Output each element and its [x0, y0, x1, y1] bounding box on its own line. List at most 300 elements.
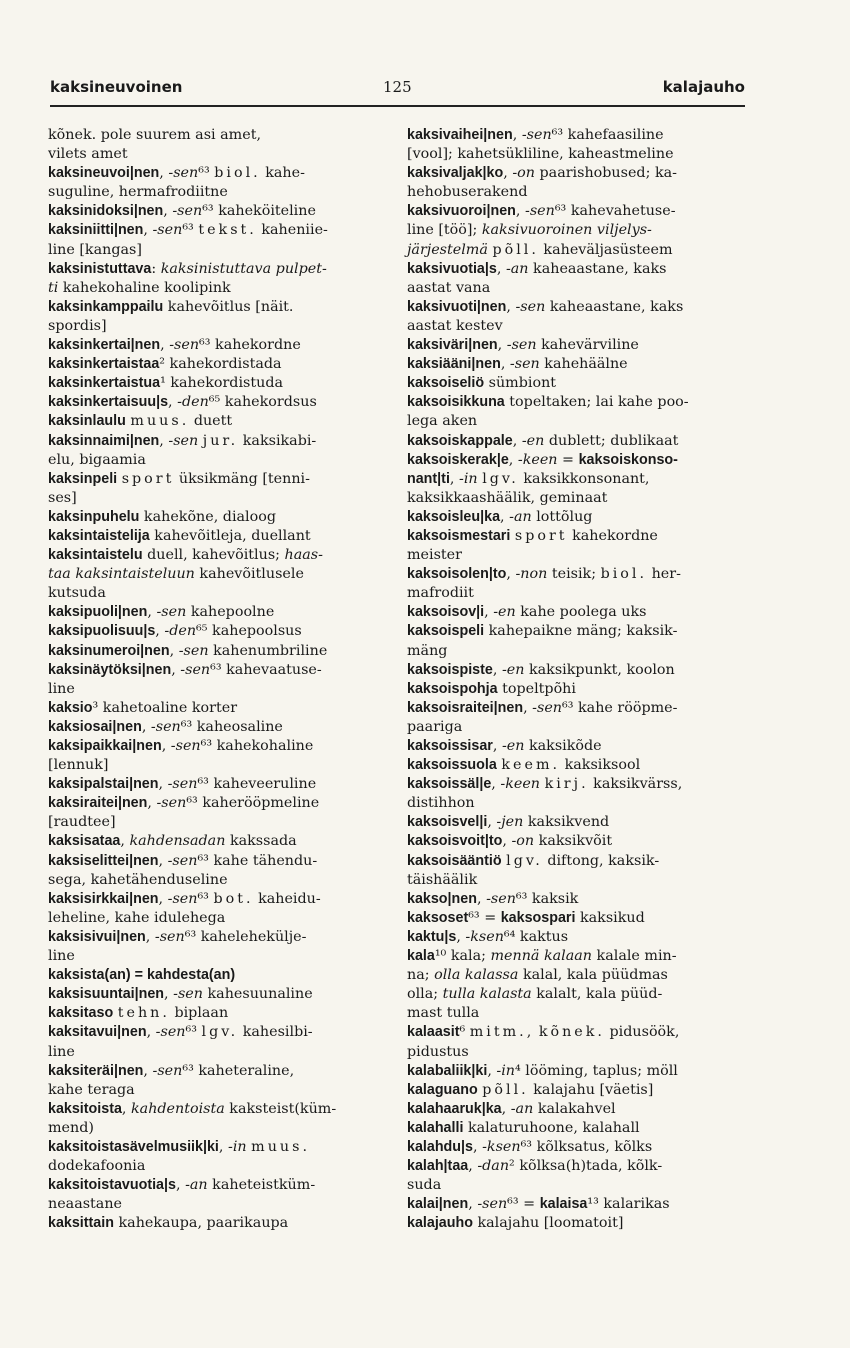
italic-text: -ksen: [482, 1138, 521, 1155]
italic-text: mennä kalaan: [490, 948, 593, 965]
definition-text: kahekõne, dialoog: [139, 508, 276, 525]
definition-text: ,: [169, 642, 179, 659]
dictionary-line: [48, 183, 383, 202]
dictionary-line: [407, 1062, 747, 1081]
definition-text: ¹ kahekordistuda: [160, 375, 283, 392]
dictionary-line: [48, 298, 383, 317]
dictionary-line: [407, 279, 747, 298]
definition-text: pidusöök,: [604, 1024, 680, 1041]
dictionary-line: [407, 489, 747, 508]
dictionary-line: [48, 813, 383, 832]
headword: kaksisuuntai|nen: [48, 986, 165, 1003]
dictionary-line: [407, 412, 747, 431]
definition-text: kahepoolne: [186, 604, 275, 621]
definition-text: dodekafoonia: [48, 1158, 146, 1175]
header-rule: [50, 105, 745, 107]
italic-text: -sen: [150, 718, 181, 735]
headword: kaksospari: [500, 909, 576, 926]
italic-text: -sen: [486, 890, 516, 907]
definition-text: aastat kestev: [407, 317, 503, 334]
dictionary-line: [407, 1195, 747, 1214]
dictionary-line: [407, 221, 747, 240]
definition-text: ,: [506, 566, 516, 583]
definition-text: dublett; dublikaat: [544, 432, 679, 449]
headword: kaksinkertai|nen: [48, 337, 161, 354]
definition-text: topeltaken; lai kahe poo-: [504, 394, 689, 411]
dictionary-line: [48, 451, 383, 470]
headword: kalah|taa: [407, 1158, 469, 1175]
dictionary-line: [407, 680, 747, 699]
headword: kaksoisleu|ka: [407, 508, 501, 525]
definition-text: kaheidu-: [253, 890, 321, 907]
headword: kaksisirkkai|nen: [48, 890, 159, 907]
headword: kalabaliik|ki: [407, 1062, 488, 1079]
definition-text: sega, kahetähenduseline: [48, 871, 228, 888]
italic-text: -sen: [152, 1062, 183, 1079]
headword: kalaasit: [407, 1024, 460, 1041]
dictionary-line: [48, 279, 383, 298]
definition-text: line: [48, 1043, 75, 1060]
definition-text: kalale min-: [592, 948, 677, 965]
italic-text: kahdentoista: [131, 1100, 225, 1117]
dictionary-line: [407, 642, 747, 661]
dictionary-line: [48, 1119, 383, 1138]
headword: kaksoispiste: [407, 661, 493, 678]
headword: kaksoiskonso-: [578, 451, 678, 468]
dictionary-line: [48, 1176, 383, 1195]
headword: kaksinkertaisuu|s: [48, 394, 169, 411]
dictionary-line: [48, 737, 383, 756]
italic-text: -in: [496, 1062, 516, 1079]
definition-text: ,: [120, 833, 130, 850]
headword: kaksisataa: [48, 833, 121, 850]
headword: kaksoisov|i: [407, 604, 485, 621]
definition-text: kalal, kala püüdmas: [518, 967, 668, 984]
dictionary-line: [407, 584, 747, 603]
italic-text: -sen: [477, 1196, 508, 1213]
headword: kaksisivui|nen: [48, 928, 146, 945]
dictionary-line: [407, 241, 747, 260]
definition-text: biplaan: [169, 1005, 229, 1022]
definition-text: ses]: [48, 489, 77, 506]
headword: kaksinidoksi|nen: [48, 203, 164, 220]
dictionary-line: [48, 775, 383, 794]
definition-text: ,: [508, 451, 518, 468]
dictionary-line: [48, 871, 383, 890]
headword: kaksiselittei|nen: [48, 852, 159, 869]
headword: kaksinkertaistua: [48, 375, 161, 392]
italic-text: -sen: [167, 776, 198, 793]
definition-text: ⁶³ kaheosaline: [180, 718, 283, 735]
headword: kalahdu|s: [407, 1138, 473, 1155]
label-abbrev: sport: [121, 470, 175, 487]
label-abbrev: jur.: [202, 432, 239, 449]
italic-text: -sen: [169, 337, 200, 354]
definition-text: ⁶: [459, 1024, 470, 1041]
headword: kaksinlaulu: [48, 413, 126, 430]
definition-text: ,: [168, 394, 178, 411]
dictionary-line: [407, 1214, 747, 1233]
headword: kaksinistuttava: [48, 260, 152, 277]
italic-text: kaksinistuttava pulpet-: [160, 260, 327, 277]
italic-text: -an: [505, 260, 529, 277]
headword: kaksivaljak|ko: [407, 165, 504, 182]
definition-text: ,: [175, 1177, 186, 1194]
running-head-right: kalajauho: [662, 78, 745, 96]
definition-text: :: [151, 260, 161, 277]
dictionary-line: [48, 1023, 383, 1042]
definition-text: kaheaastane, kaks: [545, 298, 684, 315]
definition-text: suda: [407, 1177, 442, 1194]
definition-text: line [kangas]: [48, 241, 142, 258]
dictionary-line: [407, 393, 747, 412]
definition-text: ,: [512, 432, 522, 449]
dictionary-line: [407, 1157, 747, 1176]
dictionary-line: [48, 603, 383, 622]
italic-text: -an: [510, 1100, 534, 1117]
dictionary-line: [48, 126, 383, 145]
definition-text: ,: [158, 890, 168, 907]
definition-text: ,: [476, 890, 487, 907]
definition-text: kalaturuhoone, kalahall: [463, 1119, 640, 1136]
headword: kaksinnaimi|nen: [48, 432, 160, 449]
italic-text: -sen: [521, 127, 552, 143]
headword: kaksoisraitei|nen: [407, 699, 524, 716]
definition-text: line: [48, 948, 75, 965]
italic-text: -on: [511, 833, 535, 850]
definition-text: duett: [189, 413, 233, 430]
dictionary-line: [48, 680, 383, 699]
headword: kalaguano: [407, 1081, 478, 1098]
label-abbrev: tehn.: [117, 1005, 170, 1022]
definition-text: ² kõlksa(h)tada, kõlk-: [509, 1158, 663, 1175]
definition-text: ⁶³: [197, 890, 214, 907]
definition-text: kaheniie-: [256, 222, 328, 239]
dictionary-line: [48, 546, 383, 565]
definition-text: ³ kahetoaline korter: [92, 699, 238, 716]
headword: kaksintaistelu: [48, 547, 143, 564]
dictionary-line: [407, 832, 747, 851]
dictionary-line: [48, 1138, 383, 1157]
definition-text: hehobuserakend: [407, 184, 528, 201]
headword: kaksivuotia|s: [407, 260, 497, 277]
dictionary-line: [48, 221, 383, 240]
headword: kaksoiskappale: [407, 432, 513, 449]
page-number: 125: [383, 78, 412, 96]
dictionary-line: [407, 164, 747, 183]
headword: kaksoisääntiö: [407, 852, 502, 869]
dictionary-line: [407, 374, 747, 393]
definition-text: ,: [497, 337, 507, 354]
headword: kaksinpuhelu: [48, 508, 140, 525]
dictionary-line: [48, 661, 383, 680]
italic-text: -keen: [517, 451, 558, 468]
dictionary-line: [407, 508, 747, 527]
dictionary-line: [407, 565, 747, 584]
label-abbrev: tekst.: [198, 222, 257, 239]
definition-text: lottõlug: [531, 508, 593, 525]
headword: kaksoispeli: [407, 623, 485, 640]
dictionary-line: [48, 1004, 383, 1023]
dictionary-line: [48, 1100, 383, 1119]
definition-text: ⁶³ kaksik: [515, 890, 579, 907]
dictionary-line: [407, 966, 747, 985]
definition-text: ,: [492, 661, 502, 678]
headword: kaksiväri|nen: [407, 337, 498, 354]
dictionary-line: [407, 355, 747, 374]
definition-text: kalajahu [väetis]: [528, 1081, 654, 1098]
definition-text: neaastane: [48, 1196, 122, 1213]
headword: nant|ti: [407, 470, 450, 487]
italic-text: -en: [501, 738, 525, 754]
definition-text: ,: [501, 1100, 511, 1117]
definition-text: ,: [218, 1138, 228, 1155]
dictionary-line: [407, 661, 747, 680]
headword: kaksoissuola: [407, 757, 497, 774]
label-abbrev: muus.: [130, 413, 190, 430]
definition-text: mafrodiit: [407, 585, 474, 602]
dictionary-line: [48, 145, 383, 164]
dictionary-line: [48, 966, 383, 985]
italic-text: -sen: [180, 661, 211, 678]
definition-text: kahehäälne: [539, 356, 628, 373]
label-abbrev: lgv.: [506, 852, 543, 869]
definition-text: ,: [487, 814, 497, 831]
headword: kalahaaruk|ka: [407, 1100, 502, 1117]
dictionary-line: [407, 622, 747, 641]
dictionary-line: [48, 909, 383, 928]
definition-text: leheline, kahe idulehega: [48, 909, 226, 926]
dictionary-line: [407, 890, 747, 909]
definition-text: ⁶³ kaheleheküljе-: [184, 928, 307, 945]
definition-text: ⁶⁵ kahekordsus: [208, 394, 317, 411]
definition-text: topeltpõhi: [497, 680, 576, 697]
definition-text: vilets amet: [48, 146, 128, 163]
definition-text: ,: [159, 432, 169, 449]
definition-text: duell, kahevõitlus;: [142, 547, 285, 564]
definition-text: kaheväljasüsteem: [538, 241, 673, 258]
headword: kaksio: [48, 699, 93, 716]
definition-text: täishäälik: [407, 871, 478, 888]
dictionary-line: [48, 699, 383, 718]
italic-text: -en: [521, 432, 545, 449]
dictionary-line: [48, 642, 383, 661]
label-abbrev: kõnek.: [538, 1024, 605, 1041]
definition-text: kaksikkaashäälik, geminaat: [407, 489, 608, 506]
dictionary-line: [48, 1214, 383, 1233]
dictionary-line: [48, 508, 383, 527]
definition-text: ,: [472, 1138, 483, 1155]
headword: kaksintaistelija: [48, 527, 150, 544]
label-abbrev: kirj.: [544, 776, 589, 793]
definition-text: meister: [407, 547, 462, 564]
definition-text: ,: [158, 852, 168, 869]
italic-text: -sen: [167, 852, 198, 869]
definition-text: ⁶³ =: [507, 1196, 540, 1213]
headword: kaksiteräi|nen: [48, 1062, 144, 1079]
italic-text: ti: [48, 279, 59, 296]
definition-text: =: [557, 451, 579, 468]
dictionary-line: [48, 832, 383, 851]
dictionary-line: [48, 622, 383, 641]
dictionary-line: [48, 584, 383, 603]
headword: kalajauho: [407, 1215, 473, 1232]
headword: kaksiraitei|nen: [48, 795, 148, 812]
definition-text: kahevärviline: [536, 337, 639, 354]
definition-text: mäng: [407, 642, 448, 659]
italic-text: -ksen: [465, 928, 504, 945]
dictionary-line: [407, 699, 747, 718]
definition-text: line: [48, 680, 75, 697]
dictionary-line: [48, 164, 383, 183]
definition-text: kaksteist(küm-: [224, 1100, 337, 1117]
definition-text: kakssada: [225, 833, 297, 850]
definition-text: ¹⁰ kala;: [434, 948, 491, 965]
label-abbrev: lgv.: [482, 470, 519, 487]
italic-text: järjestelmä: [407, 241, 488, 258]
definition-text: ,: [487, 1062, 497, 1079]
headword: kalaisa: [539, 1196, 588, 1213]
definition-text: aastat vana: [407, 279, 491, 296]
definition-text: ,: [500, 356, 510, 373]
italic-text: -sen: [152, 222, 183, 239]
page-header: [50, 78, 745, 104]
headword: kaksitoistavuotia|s: [48, 1177, 176, 1194]
definition-text: mast tulla: [407, 1005, 480, 1022]
dictionary-line: [407, 1043, 747, 1062]
headword: kaksinpeli: [48, 470, 118, 487]
definition-text: kahekordne: [567, 527, 658, 544]
definition-text: pidustus: [407, 1043, 469, 1060]
headword: kaksoisvoit|to: [407, 833, 503, 850]
italic-text: -sen: [168, 165, 199, 182]
label-abbrev: põll.: [492, 241, 539, 258]
headword: kaksoset: [407, 909, 469, 926]
definition-text: kahepaikne mäng; kaksik-: [484, 623, 678, 640]
headword: kaksoisikkuna: [407, 394, 505, 411]
definition-text: kaksikvõit: [534, 833, 613, 850]
italic-text: -sen: [167, 890, 198, 907]
dictionary-line: [48, 432, 383, 451]
definition-text: ,: [492, 738, 502, 754]
definition-text: ,: [147, 604, 157, 621]
dictionary-line: [407, 1081, 747, 1100]
definition-text: ⁶³: [182, 222, 199, 239]
headword: kaksiniitti|nen: [48, 222, 144, 239]
dictionary-line: [407, 1004, 747, 1023]
definition-text: ,: [502, 833, 512, 850]
italic-text: -en: [501, 661, 525, 678]
dictionary-line: [407, 775, 747, 794]
definition-text: kahe teraga: [48, 1081, 135, 1098]
definition-text: kalakahvel: [533, 1100, 616, 1117]
dictionary-line: [407, 985, 747, 1004]
headword: kaksoiskerak|e: [407, 451, 509, 468]
definition-text: üksikmäng [tenni-: [174, 470, 310, 487]
dictionary-line: [407, 183, 747, 202]
definition-text: kahevõitlus [näit.: [163, 298, 294, 315]
label-abbrev: bot.: [213, 890, 254, 907]
definition-text: kaksikõde: [524, 738, 602, 754]
dictionary-line: [407, 527, 747, 546]
headword: kaksoissäl|e: [407, 776, 492, 793]
italic-text: -sen: [515, 298, 546, 315]
headword: kaksipalstai|nen: [48, 776, 159, 793]
definition-text: sümbiont: [484, 375, 557, 392]
italic-text: kahdensadan: [129, 833, 226, 850]
headword: kaksitoistasävelmusiik|ki: [48, 1138, 219, 1155]
italic-text: olla kalassa: [434, 967, 519, 984]
dictionary-line: [407, 1138, 747, 1157]
headword: kaksittain: [48, 1215, 114, 1232]
headword: kaksitoista: [48, 1100, 122, 1117]
dictionary-line: [407, 546, 747, 565]
headword: kaksinkertaistaa: [48, 356, 160, 373]
dictionary-line: [407, 336, 747, 355]
italic-text: -jen: [496, 814, 524, 831]
definition-text: ⁶³ kahevahetuse-: [554, 203, 676, 220]
headword: kaksiosai|nen: [48, 718, 142, 735]
dictionary-line: [48, 1157, 383, 1176]
dictionary-line: [407, 871, 747, 890]
italic-text: -sen: [155, 1024, 186, 1041]
definition-text: kalalt, kala püüd-: [531, 986, 663, 1003]
dictionary-line: [407, 1119, 747, 1138]
definition-text: kahesilbi-: [238, 1024, 313, 1041]
definition-text: kaksikvend: [523, 814, 610, 831]
headword: kaksipuoli|nen: [48, 604, 148, 621]
italic-text: taa kaksintaisteluun: [48, 566, 195, 583]
dictionary-line: [48, 202, 383, 221]
headword: kaksivuoti|nen: [407, 298, 507, 315]
dictionary-line: [48, 527, 383, 546]
definition-text: ,: [141, 718, 151, 735]
definition-text: ⁶³ kahekohaline: [200, 738, 314, 754]
italic-text: -sen: [156, 795, 187, 812]
definition-text: kaksikud: [575, 909, 645, 926]
definition-text: ¹³ kalarikas: [587, 1196, 670, 1213]
dictionary-line: [407, 852, 747, 871]
italic-text: -on: [512, 165, 535, 182]
definition-text: ,: [506, 298, 516, 315]
definition-text: ⁶³: [185, 1024, 202, 1041]
italic-text: -sen: [154, 928, 185, 945]
definition-text: lega aken: [407, 413, 478, 430]
definition-text: ,: [500, 508, 510, 525]
headword: kaksoissisar: [407, 738, 493, 754]
headword: kaksipaikkai|nen: [48, 738, 162, 754]
definition-text: kahekohaline koolipink: [58, 279, 231, 296]
definition-text: teisik;: [547, 566, 601, 583]
right-column: [407, 126, 747, 1233]
definition-text: kaksikvärss,: [588, 776, 683, 793]
definition-text: kutsuda: [48, 585, 106, 602]
italic-text: -sen: [524, 203, 555, 220]
label-abbrev: põll.: [482, 1081, 529, 1098]
italic-text: -sen: [172, 203, 203, 220]
definition-text: kaksikabi-: [238, 432, 317, 449]
definition-text: paariga: [407, 718, 463, 735]
headword: kaksoisvel|i: [407, 814, 488, 831]
headword: kaksipuolisuu|s: [48, 623, 156, 640]
definition-text: ,: [145, 928, 155, 945]
definition-text: ,: [468, 1196, 478, 1213]
italic-text: -non: [515, 566, 548, 583]
headword: kalai|nen: [407, 1196, 469, 1213]
definition-text: kaheaastane, kaks: [528, 260, 667, 277]
dictionary-line: [407, 451, 747, 470]
dictionary-line: [48, 890, 383, 909]
